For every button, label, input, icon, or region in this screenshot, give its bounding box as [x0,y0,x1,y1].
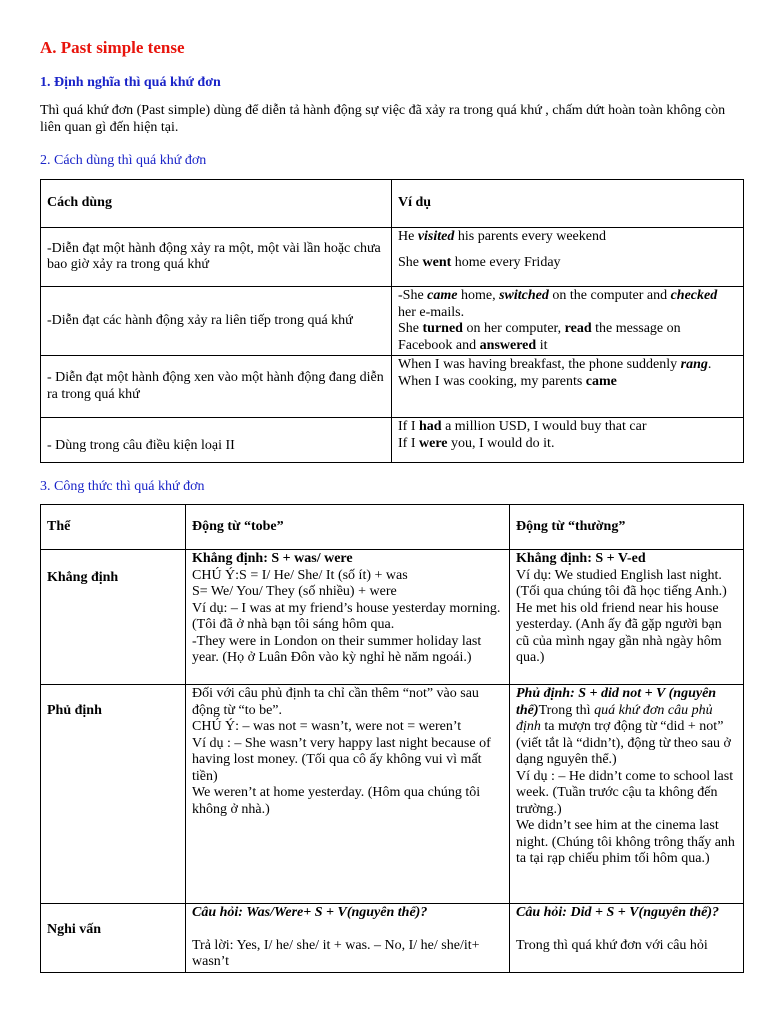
formula: Khẳng định: S + V-ed [516,551,646,566]
document-title: A. Past simple tense [40,38,185,57]
example-cell [392,356,744,418]
section1-heading: 1. Định nghĩa thì quá khứ đơn [40,75,221,90]
tobe-column-header: Động từ “tobe” [186,505,510,550]
regular-negative-cell [510,685,744,904]
table-row [41,904,744,973]
text-line: Ví dụ : – She wasn’t very happy last night because of having lost money. (Tối qua cô ấy không vui vì mất tiền) [192,735,491,784]
text-line: Đối với câu phủ định ta chỉ cần thêm “not” vào sau động từ “to be”. [192,686,479,718]
example-cell [392,287,744,356]
section1-definition: Thì quá khứ đơn (Past simple) dùng để diễn tả hành động sự việc đã xảy ra trong quá khứ , chấm dứt hoàn toàn không còn liên quan gì đến hiện tại. [40,103,726,135]
table-header-row [41,505,744,550]
example-line: When I was having breakfast, the phone suddenly rang. [398,357,712,372]
table-row [41,418,744,463]
text-line: CHÚ Ý:S = I/ He/ She/ It (số ít) + was [192,567,408,583]
table-header-row [41,180,744,228]
text-line: Phủ định: S + did not + V (nguyên thể)Trong thì quá khứ đơn câu phủ định ta mượn trợ động từ “did + not” (viết tắt là “didn’t), động từ theo sau ở dạng nguyên thể.) [516,686,731,767]
tobe-question-cell [186,904,510,973]
text-line: Trả lời: Yes, I/ he/ she/ it + was. – No, I/ he/ she/it+ wasn’t [192,937,480,969]
usage-cell: -Diễn đạt các hành động xảy ra liên tiếp trong quá khứ [41,287,392,356]
example-line: She turned on her computer, read the message on Facebook and answered it [398,321,681,353]
example-column-header: Ví dụ [392,180,744,228]
text-line: Ví dụ: – I was at my friend’s house yesterday morning. (Tôi đã ở nhà bạn tôi sáng hôm qua. [192,600,501,632]
usage-cell: - Dùng trong câu điều kiện loại II [41,418,392,463]
table-row [41,228,744,287]
example-line: When I was cooking, my parents came [398,373,617,389]
text-line: We weren’t at home yesterday. (Hôm qua chúng tôi không ở nhà.) [192,785,481,817]
section2-heading: 2. Cách dùng thì quá khứ đơn [40,153,207,168]
formula: Câu hỏi: Was/Were+ S + V(nguyên thể)? [192,905,428,920]
usage-table [40,179,744,463]
tobe-negative-cell [186,685,510,904]
example-line: If I were you, I would do it. [398,435,555,451]
negative-label: Phủ định [41,685,186,904]
table-row [41,685,744,904]
affirmative-label: Khẳng định [41,550,186,685]
text-line: We didn’t see him at the cinema last night. (Chúng tôi không trông thấy anh ta tại rạp chiếu phim tối hôm qua.) [516,818,735,866]
form-column-header: Thể [41,505,186,550]
usage-cell: - Diễn đạt một hành động xen vào một hành động đang diễn ra trong quá khứ [41,356,392,418]
regular-column-header: Động từ “thường” [510,505,744,550]
text-line: Ví dụ: We studied English last night. (Tối qua chúng tôi đã học tiếng Anh.) [516,567,727,599]
section3-heading: 3. Công thức thì quá khứ đơn [40,479,205,494]
question-label: Nghi vấn [41,904,186,973]
usage-column-header: Cách dùng [41,180,392,228]
example-line: If I had a million USD, I would buy that car [398,419,647,434]
example-cell [392,228,744,287]
usage-cell: -Diễn đạt một hành động xảy ra một, một vài lần hoặc chưa bao giờ xảy ra trong quá khứ [41,228,392,287]
table-row [41,550,744,685]
formula: Câu hỏi: Did + S + V(nguyên thể)? [516,905,720,920]
example-cell [392,418,744,463]
example-line: She went home every Friday [398,254,561,270]
table-row [41,356,744,418]
tobe-affirmative-cell [186,550,510,685]
example-line: -She came home, switched on the computer and checked her e-mails. [398,288,718,320]
text-line: S= We/ You/ They (số nhiều) + were [192,584,397,599]
text-line: CHÚ Ý: – was not = wasn’t, were not = weren’t [192,719,462,734]
text-line: Ví dụ : – He didn’t come to school last week. (Tuần trước cậu ta không đến trường.) [516,768,734,817]
table-row [41,287,744,356]
regular-affirmative-cell [510,550,744,685]
formula: Khẳng định: S + was/ were [192,551,353,566]
regular-question-cell [510,904,744,973]
text-line: Trong thì quá khứ đơn với câu hỏi [516,937,708,953]
example-line: He visited his parents every weekend [398,229,606,244]
formula-table [40,504,744,973]
text-line: -They were in London on their summer holiday last year. (Họ ở Luân Đôn vào kỳ nghỉ hè năm ngoái.) [192,633,482,665]
text-line: He met his old friend near his house yesterday. (Anh ấy đã gặp người bạn cũ của mình ngay gần nhà ngày hôm qua.) [516,600,722,665]
